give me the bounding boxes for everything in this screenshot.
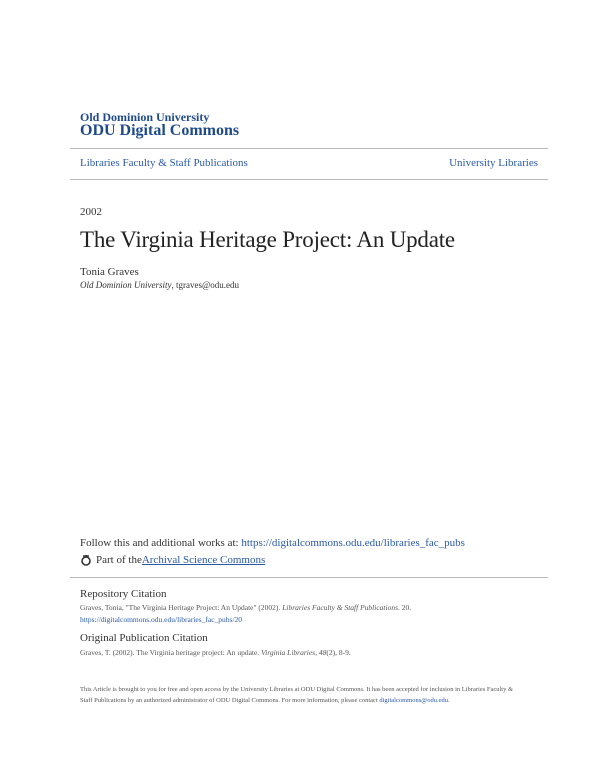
open-access-icon bbox=[80, 554, 92, 566]
repository-citation-text bbox=[80, 602, 520, 626]
nav-divider bbox=[70, 179, 548, 180]
follow-prefix: Follow this and additional works at: bbox=[80, 537, 242, 549]
university-name[interactable]: Old Dominion University bbox=[80, 110, 210, 124]
repo-cite-url-link[interactable]: https://digitalcommons.odu.edu/libraries_fac_pubs/20 bbox=[80, 615, 243, 624]
orig-cite-suffix: (2), 8-9. bbox=[326, 648, 351, 657]
partof-prefix: Part of the bbox=[96, 554, 142, 566]
repository-citation-heading: Repository Citation bbox=[80, 588, 167, 600]
top-divider bbox=[70, 148, 548, 149]
repo-cite-main: Graves, Tonia, "The Virginia Heritage Project: An Update" (2002). bbox=[80, 603, 283, 612]
author-affiliation bbox=[80, 280, 239, 290]
archival-science-link[interactable]: Archival Science Commons bbox=[141, 554, 266, 566]
orig-cite-main: Graves, T. (2002). The Virginia heritage project: An update. bbox=[80, 648, 262, 657]
repo-cite-italic: Libraries Faculty & Staff Publications bbox=[282, 603, 399, 612]
nav-link-libraries-pubs[interactable]: Libraries Faculty & Staff Publications bbox=[80, 157, 248, 169]
access-notice-text: This Article is brought to you for free and open access by the University Libraries at ODU Digital Commons. It has been accepted for inclusion in Libraries Faculty & Staff Publications by an authorized administrator of ODU Digital Commons. For more information, please contact bbox=[80, 686, 514, 704]
orig-cite-italic: Virginia Libraries, 48 bbox=[261, 648, 327, 657]
part-of-line bbox=[80, 554, 265, 566]
access-notice bbox=[80, 684, 520, 706]
publication-year: 2002 bbox=[80, 206, 102, 218]
repo-cite-suffix: . 20. bbox=[398, 603, 412, 612]
article-title: The Virginia Heritage Project: An Update bbox=[80, 227, 455, 252]
contact-email-link[interactable]: digitalcommons@odu.edu bbox=[379, 697, 449, 704]
access-notice-end: . bbox=[448, 697, 450, 704]
original-citation-text bbox=[80, 647, 520, 659]
repository-name[interactable]: ODU Digital Commons bbox=[80, 122, 240, 139]
nav-link-university-libraries[interactable]: University Libraries bbox=[449, 157, 538, 169]
affiliation-institution: Old Dominion University bbox=[80, 280, 172, 290]
original-citation-heading: Original Publication Citation bbox=[80, 632, 208, 644]
affiliation-email: , tgraves@odu.edu bbox=[171, 280, 240, 290]
follow-line bbox=[80, 537, 465, 549]
citation-divider bbox=[70, 577, 548, 578]
author-name: Tonia Graves bbox=[80, 266, 139, 278]
collection-url-link[interactable]: https://digitalcommons.odu.edu/libraries_fac_pubs bbox=[241, 537, 465, 549]
